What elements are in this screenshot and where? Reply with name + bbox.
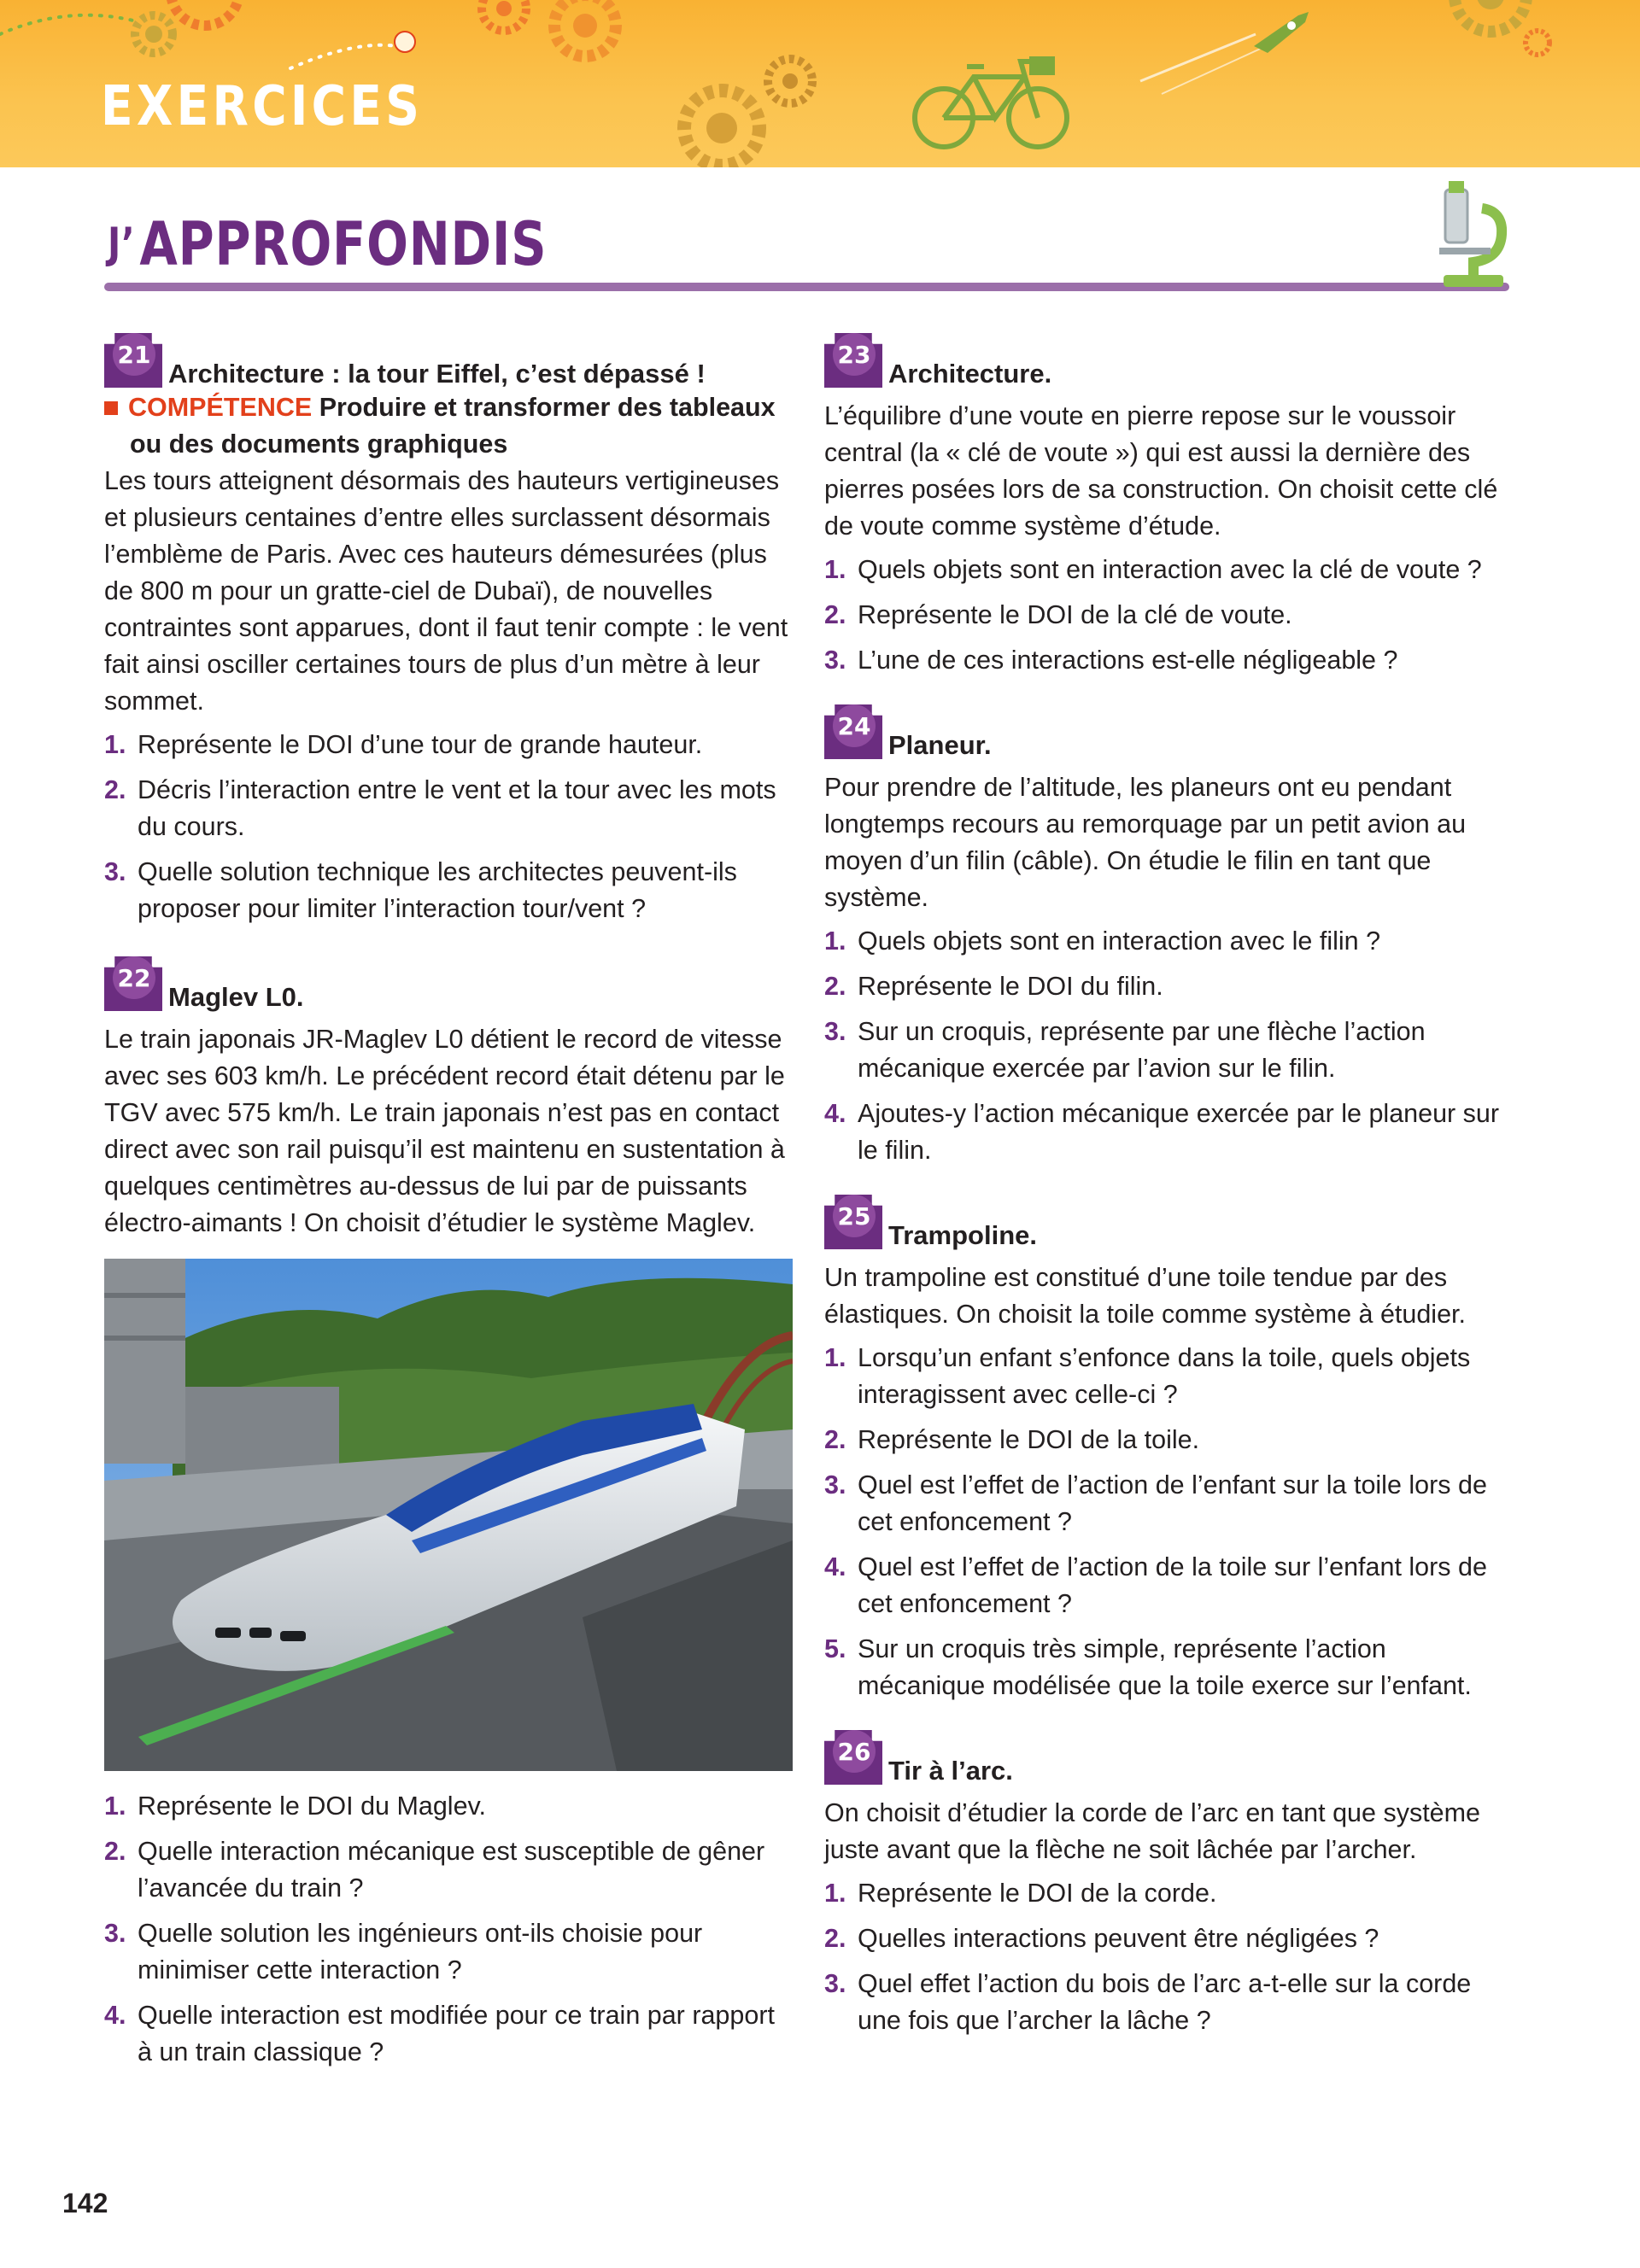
maglev-photo (104, 1259, 793, 1771)
question-text: Quelle solution les ingénieurs ont-ils choisie pour minimiser cette interaction ? (138, 1919, 703, 1984)
question-item (104, 1788, 793, 1825)
question-text: Quel est l’effet de l’action de la toile sur l’enfant lors de cet enfoncement ? (858, 1552, 1487, 1618)
exercise-22 (104, 956, 793, 2071)
question-number: 1. (824, 1343, 846, 1372)
exercise-header (824, 704, 1516, 761)
section-title-text: APPROFONDIS (139, 209, 548, 279)
exercise-text: Pour prendre de l’altitude, les planeurs ont eu pendant longtemps recours au remorquage par un petit avion au moyen d’un filin (câble). On étudie le filin en tant que système. (824, 773, 1467, 912)
question-text: Quelle interaction mécanique est susceptible de gêner l’avancée du train ? (138, 1837, 765, 1903)
exercise-title: Trampoline. (888, 1220, 1037, 1250)
question-text: Quels objets sont en interaction avec le filin ? (858, 926, 1381, 956)
question-list (104, 1788, 793, 2071)
exercise-header (824, 1730, 1516, 1786)
question-item (824, 1920, 1516, 1957)
question-number: 1. (824, 1879, 846, 1908)
question-item (824, 1096, 1516, 1169)
square-bullet-icon (104, 401, 118, 415)
exercise-title: Architecture : la tour Eiffel, c’est dépassé ! (168, 359, 706, 389)
question-item (824, 1875, 1516, 1912)
exercise-text: On choisit d’étudier la corde de l’arc en tant que système juste avant que la flèche ne soit lâchée par l’archer. (824, 1798, 1480, 1864)
competence-line (104, 389, 793, 463)
exercise-header (824, 333, 1516, 389)
question-item (104, 727, 793, 763)
exercise-header (824, 1195, 1516, 1251)
section-title (108, 209, 547, 279)
question-number: 3. (824, 1470, 846, 1499)
question-list (104, 727, 793, 927)
question-text: Représente le DOI de la toile. (858, 1425, 1200, 1454)
question-text: Sur un croquis, représente par une flèche l’action mécanique exercée par l’avion sur le filin. (858, 1017, 1426, 1083)
exercise-header (104, 956, 793, 1013)
exercise-title: Tir à l’arc. (888, 1756, 1013, 1786)
question-number: 1. (824, 926, 846, 956)
question-text: Ajoutes-y l’action mécanique exercée par le planeur sur le filin. (858, 1099, 1500, 1165)
exercise-number: 24 (833, 704, 876, 747)
gear-icon (162, 0, 248, 34)
exercise-title: Planeur. (888, 730, 992, 760)
question-item (824, 1014, 1516, 1087)
question-item (824, 1340, 1516, 1413)
question-number: 4. (824, 1099, 846, 1128)
question-number: 3. (824, 646, 846, 675)
question-item (104, 772, 793, 845)
competence-text: Produire et transformer des tableaux ou des documents graphiques (130, 393, 776, 459)
exercise-26 (824, 1730, 1516, 2039)
question-number: 1. (104, 1792, 126, 1821)
question-text: Quelle interaction est modifiée pour ce train par rapport à un train classique ? (138, 2001, 775, 2066)
question-text: Quels objets sont en interaction avec la clé de voute ? (858, 555, 1482, 584)
question-text: Quel est l’effet de l’action de l’enfant sur la toile lors de cet enfoncement ? (858, 1470, 1487, 1536)
question-item (824, 968, 1516, 1005)
question-text: Lorsqu’un enfant s’enfonce dans la toile, quels objets interagissent avec celle-ci ? (858, 1343, 1471, 1409)
right-column (824, 333, 1516, 2048)
question-number: 2. (104, 775, 126, 804)
ball-icon (393, 30, 417, 54)
gear-icon (547, 0, 624, 77)
exercise-25 (824, 1195, 1516, 1704)
question-number: 2. (824, 600, 846, 629)
question-list (824, 552, 1516, 679)
question-number: 1. (104, 730, 126, 759)
question-item (104, 1833, 793, 1907)
question-number: 2. (824, 1924, 846, 1953)
question-number: 3. (104, 857, 126, 886)
question-text: Quelle solution technique les architectes peuvent-ils proposer pour limiter l’interaction tour/vent ? (138, 857, 737, 923)
question-number: 4. (104, 2001, 126, 2030)
exercise-number: 25 (833, 1195, 876, 1237)
banner (0, 0, 1640, 167)
exercise-number: 22 (113, 956, 155, 999)
question-item (824, 552, 1516, 588)
question-item (824, 1631, 1516, 1704)
question-text: Décris l’interaction entre le vent et la tour avec les mots du cours. (138, 775, 776, 841)
question-item (824, 1549, 1516, 1622)
question-number: 2. (104, 1837, 126, 1866)
question-number: 3. (104, 1919, 126, 1948)
question-list (824, 1340, 1516, 1704)
section-divider (104, 283, 1509, 291)
maglev-train-illustration (104, 1259, 793, 1771)
exercise-number: 21 (113, 333, 155, 376)
question-item (824, 597, 1516, 634)
question-number: 5. (824, 1634, 846, 1663)
question-number: 1. (824, 555, 846, 584)
exercise-text: L’équilibre d’une voute en pierre repose sur le voussoir central (la « clé de voute ») qui est aussi la dernière des pierres posées lors de sa construction. On choisit cette clé de voute comme système d’étude. (824, 401, 1498, 541)
section-title-prefix: J’ (108, 219, 136, 268)
question-text: Représente le DOI du filin. (858, 972, 1163, 1001)
competence-label: COMPÉTENCE (128, 393, 313, 422)
question-item (104, 854, 793, 927)
question-text: Quelles interactions peuvent être négligées ? (858, 1924, 1379, 1953)
exercise-23 (824, 333, 1516, 679)
microscope-icon (1426, 181, 1520, 292)
question-item (104, 1997, 793, 2071)
question-text: Quel effet l’action du bois de l’arc a-t-elle sur la corde une fois que l’archer la lâche ? (858, 1969, 1472, 2035)
exercise-24 (824, 704, 1516, 1169)
question-item (824, 923, 1516, 960)
exercise-text: Le train japonais JR-Maglev L0 détient le record de vitesse avec ses 603 km/h. Le précédent record était détenu par le TGV avec 575 km/h. Le train japonais n’est pas en contact direct avec son rail puisqu’il est maintenu en sustentation à quelques centimètres au-dessus de lui par de puissants électro-aimants ! On choisit d’étudier le système Maglev. (104, 1025, 785, 1237)
question-item (824, 1467, 1516, 1540)
question-number: 3. (824, 1969, 846, 1998)
exercise-header (104, 333, 793, 389)
rocket-icon (1247, 7, 1315, 58)
exercise-text: Un trampoline est constitué d’une toile tendue par des élastiques. On choisit la toile comme système à étudier. (824, 1263, 1466, 1329)
page-number: 142 (62, 2188, 108, 2218)
question-item (824, 642, 1516, 679)
question-item (104, 1915, 793, 1989)
exercise-number: 23 (833, 333, 876, 376)
exercise-title: Maglev L0. (168, 982, 304, 1012)
question-list (824, 923, 1516, 1169)
question-list (824, 1875, 1516, 2039)
question-item (824, 1422, 1516, 1458)
exercise-title: Architecture. (888, 359, 1052, 389)
question-number: 4. (824, 1552, 846, 1581)
gear-icon (474, 0, 534, 43)
gear-icon (760, 51, 820, 111)
exercise-number: 26 (833, 1730, 876, 1773)
question-item (824, 1966, 1516, 2039)
exercise-21 (104, 333, 793, 927)
question-text: L’une de ces interactions est-elle négligeable ? (858, 646, 1398, 675)
gear-icon (675, 81, 769, 167)
banner-title: EXERCICES (101, 75, 424, 138)
bicycle-icon (905, 51, 1076, 154)
gear-icon (1520, 26, 1555, 60)
left-column (104, 333, 793, 2079)
exercise-text: Les tours atteignent désormais des hauteurs vertigineuses et plusieurs centaines d’entre elles surclassent désormais l’emblème de Paris. Avec ces hauteurs démesurées (plus de 800 m pour un gratte-ciel de Dubaï), de nouvelles contraintes sont apparues, dont il faut tenir compte : le vent fait ainsi osciller certaines tours de plus d’un mètre à leur sommet. (104, 466, 788, 716)
question-text: Représente le DOI d’une tour de grande hauteur. (138, 730, 703, 759)
question-number: 2. (824, 1425, 846, 1454)
question-text: Représente le DOI de la corde. (858, 1879, 1217, 1908)
question-number: 2. (824, 972, 846, 1001)
question-text: Représente le DOI du Maglev. (138, 1792, 486, 1821)
question-text: Représente le DOI de la clé de voute. (858, 600, 1292, 629)
question-number: 3. (824, 1017, 846, 1046)
question-text: Sur un croquis très simple, représente l’action mécanique modélisée que la toile exerce sur l’enfant. (858, 1634, 1472, 1700)
